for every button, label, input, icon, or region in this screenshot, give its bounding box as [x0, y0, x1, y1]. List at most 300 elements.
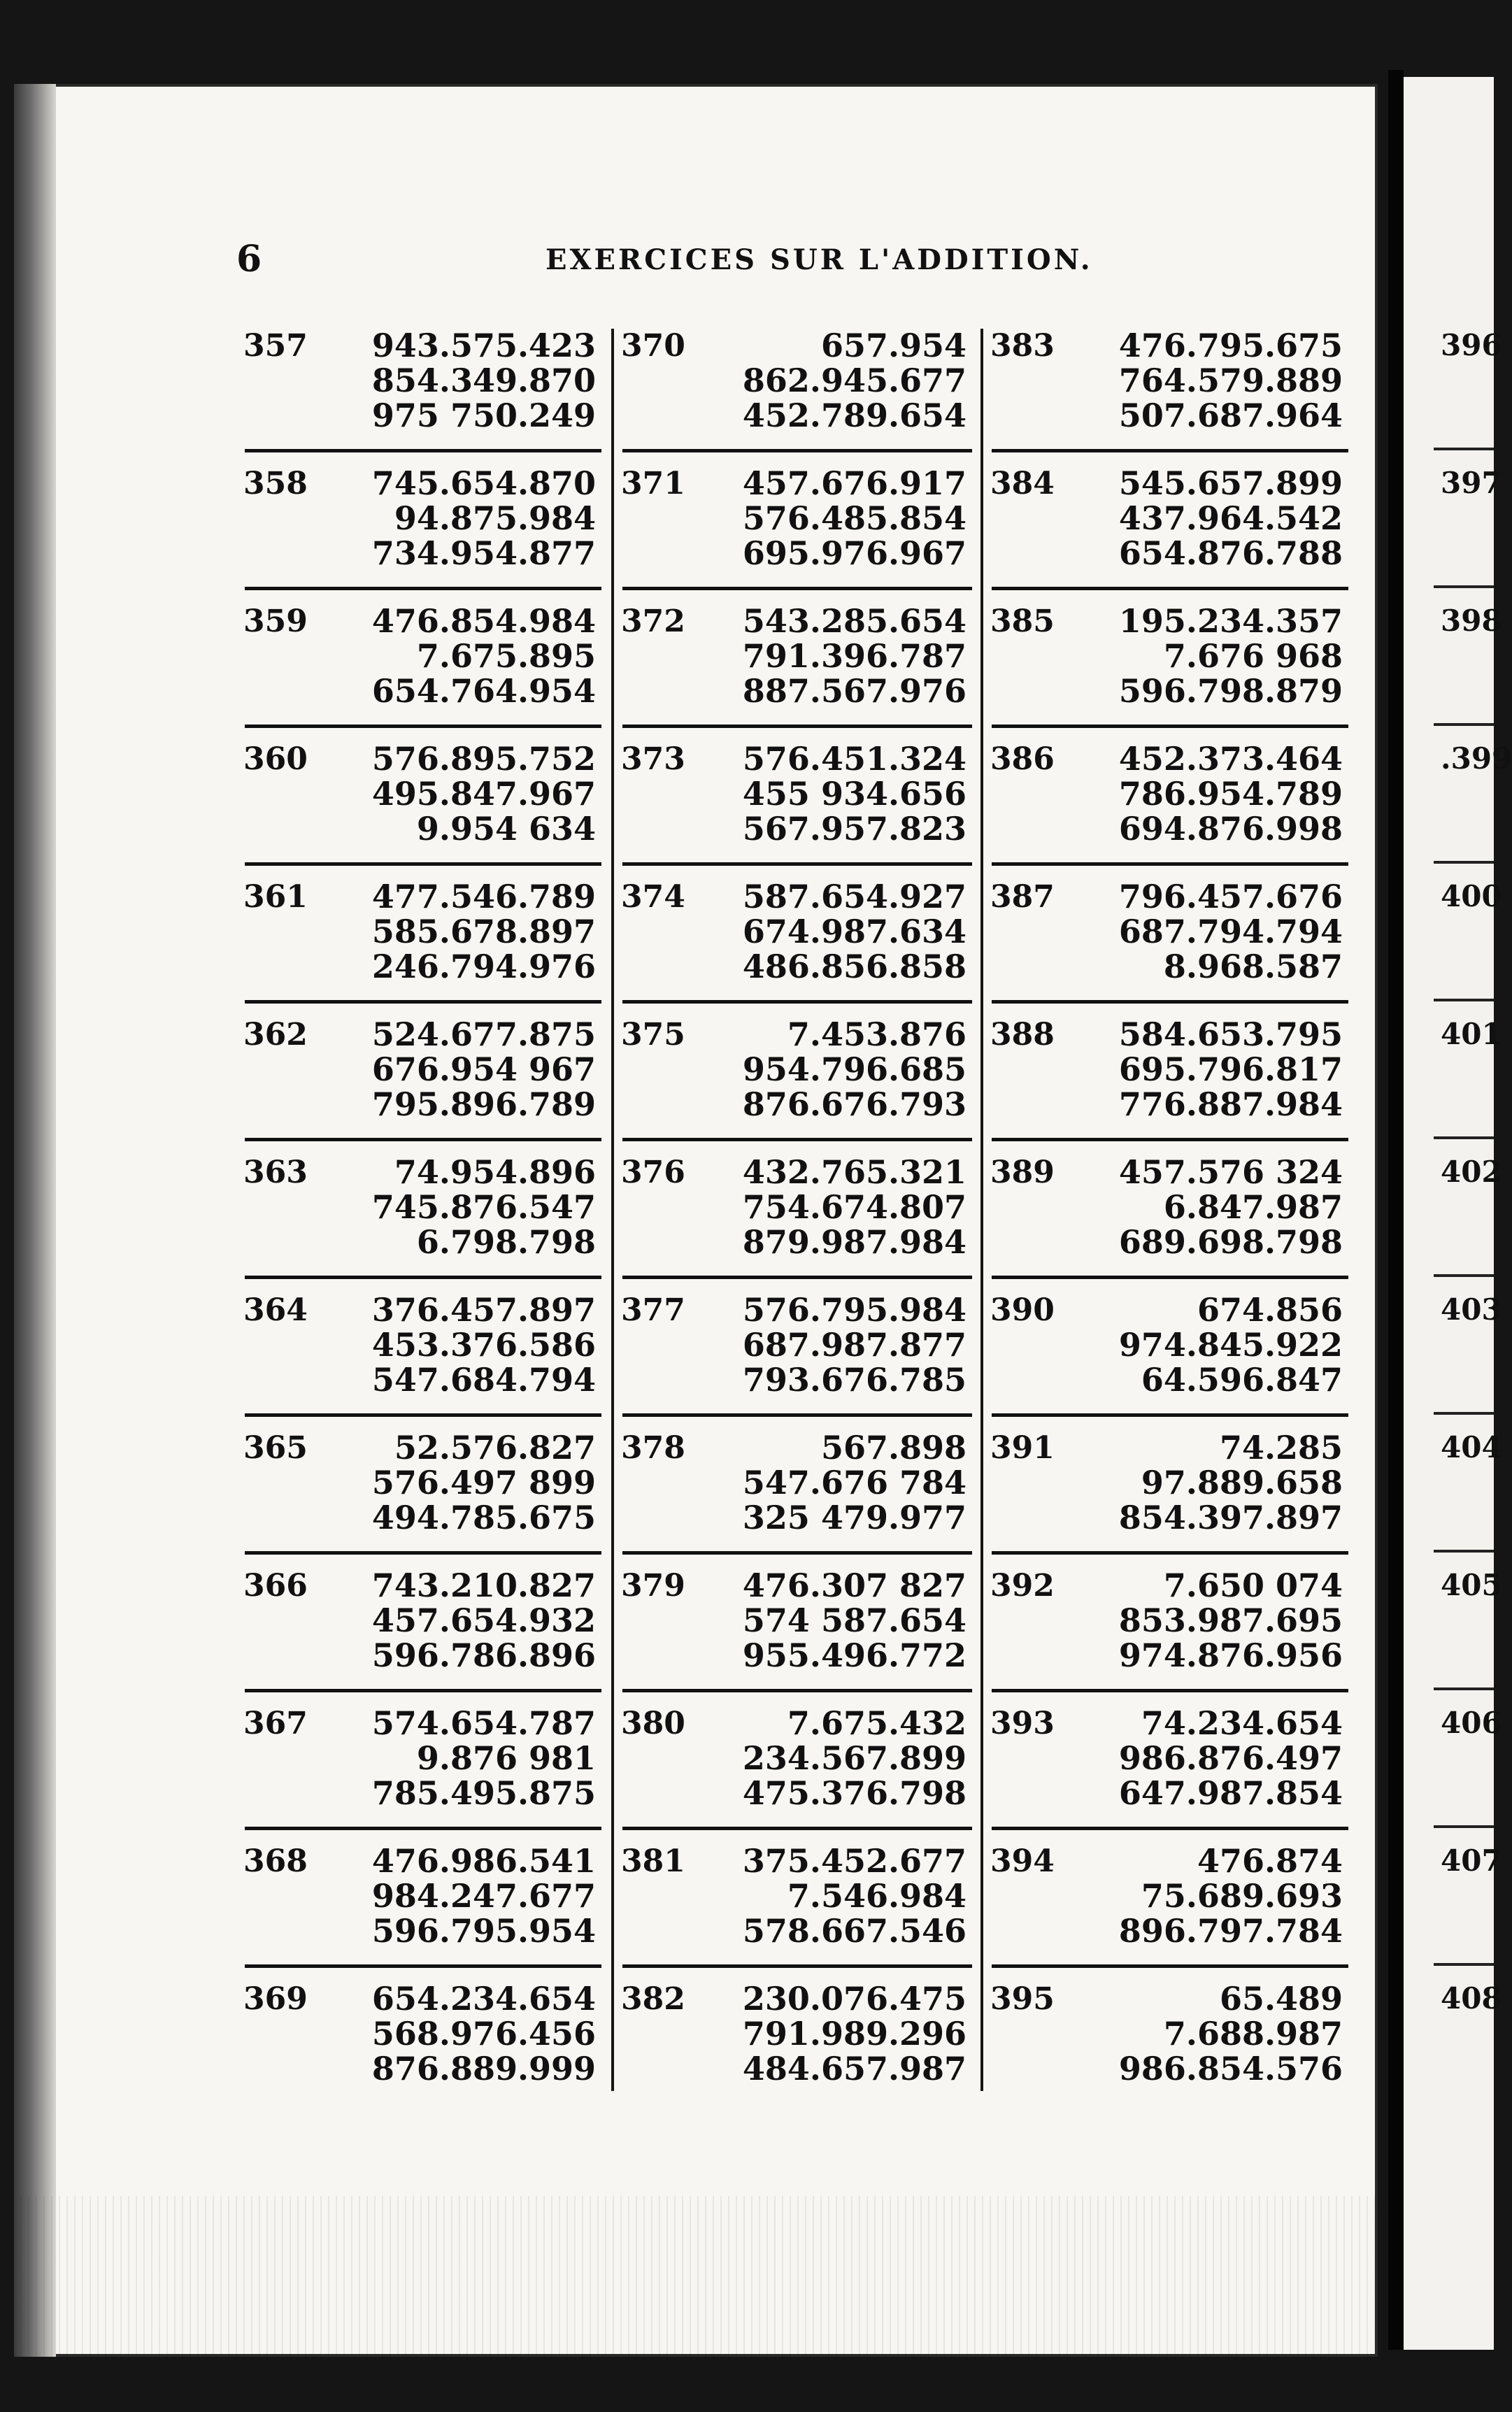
page-fold — [1388, 70, 1404, 2350]
addend-value: 576.795.984 — [742, 1291, 967, 1329]
sum-rule — [622, 449, 972, 452]
exercise-item — [238, 1145, 608, 1282]
addend-value: 596.795.954 — [371, 1912, 596, 1950]
exercise-number: 379 — [621, 1568, 685, 1604]
addend-list — [743, 328, 967, 433]
sum-rule — [245, 1827, 601, 1830]
addend-value: 791.989.296 — [742, 2015, 967, 2053]
sum-rule — [622, 1276, 972, 1279]
sum-rule — [992, 1964, 1348, 1968]
addend-value: 7.675.432 — [787, 1704, 967, 1742]
addend-list — [372, 1981, 596, 2086]
exercise-item — [615, 1971, 979, 2108]
addend-value: 954.796.685 — [742, 1050, 967, 1088]
sum-rule — [622, 1964, 972, 1968]
exercise-number: 365 — [243, 1430, 308, 1466]
addend-list — [372, 1706, 596, 1811]
exercise-item — [238, 1283, 608, 1420]
addend-value: 862.945.677 — [742, 362, 967, 399]
sum-rule — [992, 1827, 1348, 1830]
addend-value: 887.567.976 — [742, 672, 967, 710]
sum-rule — [245, 1964, 601, 1968]
next-page-rule — [1434, 1687, 1494, 1690]
next-page-rule — [1434, 723, 1494, 726]
sum-rule — [245, 725, 601, 728]
next-page-exercise-number: 405 — [1441, 1568, 1502, 1602]
exercise-number: 380 — [621, 1706, 685, 1741]
sum-rule — [622, 587, 972, 590]
next-page-exercise-number: 404 — [1441, 1430, 1502, 1464]
addend-value: 986.854.576 — [1118, 2050, 1343, 2088]
sum-rule — [245, 587, 601, 590]
exercise-item — [238, 1971, 608, 2108]
exercise-item — [615, 1696, 979, 1833]
addend-list — [372, 1430, 596, 1535]
exercise-number: 371 — [621, 466, 685, 501]
addend-value: 687.794.794 — [1118, 913, 1343, 950]
exercise-item — [985, 1283, 1355, 1420]
exercise-number: 370 — [621, 328, 685, 364]
exercise-item — [238, 456, 608, 593]
exercise-item — [615, 869, 979, 1006]
addend-list — [743, 1981, 967, 2086]
addend-value: 796.457.676 — [1118, 878, 1343, 915]
addend-value: 745.654.870 — [371, 464, 596, 502]
addend-value: 854.349.870 — [371, 362, 596, 399]
exercise-number: 393 — [990, 1706, 1055, 1741]
next-page-rule — [1434, 1412, 1494, 1415]
sum-rule — [992, 587, 1348, 590]
addend-value: 543.285.654 — [742, 602, 967, 640]
addend-value: 585.678.897 — [371, 913, 596, 950]
sum-rule — [622, 1827, 972, 1830]
sum-rule — [992, 449, 1348, 452]
addend-value: 853.987.695 — [1118, 1601, 1343, 1639]
addend-list — [1119, 1843, 1343, 1948]
next-page-rule — [1434, 1963, 1494, 1966]
addend-list — [743, 879, 967, 984]
addend-value: 695.976.967 — [742, 534, 967, 572]
addend-value: 9.954 634 — [416, 810, 596, 848]
addend-value: 547.684.794 — [371, 1361, 596, 1399]
column-divider — [980, 329, 983, 2091]
addend-list — [1119, 1155, 1343, 1259]
exercise-number: 390 — [990, 1292, 1055, 1328]
sum-rule — [245, 862, 601, 866]
addend-value: 97.889.658 — [1141, 1464, 1343, 1501]
exercise-number: 394 — [990, 1843, 1055, 1879]
exercise-number: 358 — [243, 466, 308, 501]
addend-value: 452.789.654 — [742, 397, 967, 434]
addend-value: 943.575.423 — [371, 327, 596, 364]
addend-value: 734.954.877 — [371, 534, 596, 572]
addend-value: 325 479.977 — [742, 1499, 967, 1536]
exercise-number: 360 — [243, 741, 308, 777]
next-page-exercise-number: 400 — [1441, 879, 1502, 913]
addend-value: 876.889.999 — [371, 2050, 596, 2088]
addend-value: 567.898 — [820, 1429, 967, 1467]
next-page-rule — [1434, 999, 1494, 1001]
exercise-item — [985, 1834, 1355, 1971]
next-page-exercise-number: 397 — [1441, 466, 1502, 500]
addend-list — [1119, 1017, 1343, 1122]
addend-value: 7.676 968 — [1163, 637, 1343, 675]
exercise-number: 383 — [990, 328, 1055, 364]
addend-value: 495.847.967 — [371, 775, 596, 813]
addend-value: 647.987.854 — [1118, 1774, 1343, 1812]
addend-list — [372, 741, 596, 846]
addend-list — [372, 1017, 596, 1122]
sum-rule — [245, 1138, 601, 1141]
sum-rule — [992, 1413, 1348, 1417]
addend-value: 507.687.964 — [1118, 397, 1343, 434]
exercise-number: 392 — [990, 1568, 1055, 1604]
addend-value: 654.876.788 — [1118, 534, 1343, 572]
exercise-number: 368 — [243, 1843, 308, 1879]
sum-rule — [622, 1689, 972, 1692]
exercise-item — [985, 1971, 1355, 2108]
addend-value: 6.798.798 — [416, 1223, 596, 1261]
next-page-rule — [1434, 1274, 1494, 1277]
next-page-rule — [1434, 585, 1494, 588]
addend-value: 476.854.984 — [371, 602, 596, 640]
next-page-exercise-number: 398 — [1441, 604, 1502, 638]
addend-value: 955.496.772 — [742, 1636, 967, 1674]
addend-value: 376.457.897 — [371, 1291, 596, 1329]
exercise-number: 373 — [621, 741, 685, 777]
addend-value: 195.234.357 — [1118, 602, 1343, 640]
exercise-item — [985, 869, 1355, 1006]
page-number: 6 — [236, 238, 262, 280]
sum-rule — [992, 1276, 1348, 1279]
addend-list — [372, 879, 596, 984]
exercise-item — [985, 1696, 1355, 1833]
addend-value: 486.856.858 — [742, 948, 967, 985]
addend-list — [372, 1568, 596, 1673]
exercise-number: 363 — [243, 1155, 308, 1190]
running-head: EXERCICES SUR L'ADDITION. — [545, 243, 1093, 276]
sum-rule — [992, 725, 1348, 728]
addend-value: 657.954 — [820, 327, 967, 364]
sum-rule — [245, 1689, 601, 1692]
exercise-item — [238, 318, 608, 455]
next-page-rule — [1434, 861, 1494, 864]
addend-value: 674.856 — [1197, 1291, 1343, 1329]
exercise-number: 374 — [621, 879, 685, 915]
exercise-item — [985, 594, 1355, 731]
exercise-number: 386 — [990, 741, 1055, 777]
next-page-exercise-number: .399 — [1441, 741, 1512, 776]
exercise-item — [615, 1558, 979, 1695]
exercise-number: 385 — [990, 604, 1055, 639]
addend-value: 64.596.847 — [1141, 1361, 1343, 1399]
exercise-item — [985, 1558, 1355, 1695]
sum-rule — [992, 1551, 1348, 1555]
addend-value: 476.986.541 — [371, 1842, 596, 1880]
exercise-column-3 — [985, 318, 1355, 2108]
addend-value: 494.785.675 — [371, 1499, 596, 1536]
sum-rule — [622, 1000, 972, 1004]
addend-value: 793.676.785 — [742, 1361, 967, 1399]
exercise-number: 389 — [990, 1155, 1055, 1190]
addend-list — [743, 1568, 967, 1673]
addend-list — [743, 466, 967, 571]
addend-value: 246.794.976 — [371, 948, 596, 985]
exercise-number: 364 — [243, 1292, 308, 1328]
exercise-item — [615, 318, 979, 455]
addend-list — [743, 741, 967, 846]
sum-rule — [992, 1000, 1348, 1004]
addend-value: 7.453.876 — [787, 1015, 967, 1053]
exercise-number: 391 — [990, 1430, 1055, 1466]
addend-value: 689.698.798 — [1118, 1223, 1343, 1261]
addend-value: 453.376.586 — [371, 1326, 596, 1364]
addend-value: 7.546.984 — [787, 1877, 967, 1915]
addend-value: 75.689.693 — [1141, 1877, 1343, 1915]
addend-list — [372, 1292, 596, 1397]
addend-value: 7.688.987 — [1163, 2015, 1343, 2053]
addend-value: 578.667.546 — [742, 1912, 967, 1950]
next-page-exercise-number: 402 — [1441, 1155, 1502, 1189]
next-page-rule — [1434, 1550, 1494, 1553]
next-page-exercise-number: 406 — [1441, 1706, 1502, 1740]
next-page-rule — [1434, 448, 1494, 450]
addend-value: 74.285 — [1219, 1429, 1343, 1467]
exercise-item — [238, 594, 608, 731]
addend-value: 476.795.675 — [1118, 327, 1343, 364]
exercise-item — [615, 456, 979, 593]
addend-value: 743.210.827 — [371, 1567, 596, 1604]
addend-value: 587.654.927 — [742, 878, 967, 915]
addend-value: 545.657.899 — [1118, 464, 1343, 502]
sum-rule — [992, 1138, 1348, 1141]
addend-value: 94.875.984 — [394, 499, 596, 537]
addend-value: 984.247.677 — [371, 1877, 596, 1915]
addend-value: 654.234.654 — [371, 1980, 596, 2018]
sum-rule — [245, 1551, 601, 1555]
sum-rule — [992, 1689, 1348, 1692]
exercise-item — [238, 732, 608, 869]
addend-value: 476.307 827 — [742, 1567, 967, 1604]
addend-value: 776.887.984 — [1118, 1085, 1343, 1123]
exercise-item — [238, 1007, 608, 1144]
addend-value: 896.797.784 — [1118, 1912, 1343, 1950]
addend-value: 584.653.795 — [1118, 1015, 1343, 1053]
exercise-item — [238, 1420, 608, 1557]
addend-list — [372, 1843, 596, 1948]
addend-value: 674.987.634 — [742, 913, 967, 950]
addend-value: 457.576 324 — [1118, 1153, 1343, 1191]
sum-rule — [622, 862, 972, 866]
addend-value: 974.845.922 — [1118, 1326, 1343, 1364]
exercise-number: 366 — [243, 1568, 308, 1604]
exercise-column-1 — [238, 318, 608, 2108]
addend-list — [1119, 1568, 1343, 1673]
exercise-item — [985, 1420, 1355, 1557]
exercise-number: 376 — [621, 1155, 685, 1190]
addend-value: 230.076.475 — [742, 1980, 967, 2018]
next-page-exercise-number: 401 — [1441, 1017, 1502, 1051]
exercise-item — [238, 1558, 608, 1695]
exercise-item — [615, 732, 979, 869]
addend-list — [1119, 1292, 1343, 1397]
addend-value: 524.677.875 — [371, 1015, 596, 1053]
exercise-number: 387 — [990, 879, 1055, 915]
addend-value: 457.654.932 — [371, 1601, 596, 1639]
addend-value: 452.373.464 — [1118, 740, 1343, 778]
exercise-number: 369 — [243, 1981, 308, 2017]
sum-rule — [622, 725, 972, 728]
addend-value: 795.896.789 — [371, 1085, 596, 1123]
addend-value: 576.485.854 — [742, 499, 967, 537]
next-page-rule — [1434, 1825, 1494, 1828]
addend-list — [1119, 328, 1343, 433]
exercise-item — [985, 732, 1355, 869]
addend-value: 574.654.787 — [371, 1704, 596, 1742]
addend-value: 654.764.954 — [371, 672, 596, 710]
exercise-item — [615, 594, 979, 731]
addend-list — [743, 1155, 967, 1259]
addend-value: 484.657.987 — [742, 2050, 967, 2088]
exercise-number: 367 — [243, 1706, 308, 1741]
addend-value: 754.674.807 — [742, 1188, 967, 1226]
addend-value: 879.987.984 — [742, 1223, 967, 1261]
addend-list — [1119, 1430, 1343, 1535]
addend-value: 986.876.497 — [1118, 1739, 1343, 1777]
exercise-item — [985, 456, 1355, 593]
addend-list — [743, 1430, 967, 1535]
addend-value: 234.567.899 — [742, 1739, 967, 1777]
next-page-exercise-number: 403 — [1441, 1292, 1502, 1327]
addend-value: 74.954.896 — [394, 1153, 596, 1191]
next-page-rule — [1434, 1136, 1494, 1139]
column-divider — [611, 329, 614, 2091]
addend-value: 547.676 784 — [742, 1464, 967, 1501]
exercise-item — [615, 1834, 979, 1971]
addend-value: 568.976.456 — [371, 2015, 596, 2053]
addend-value: 457.676.917 — [742, 464, 967, 502]
exercise-column-2 — [615, 318, 979, 2108]
sum-rule — [622, 1413, 972, 1417]
addend-value: 8.968.587 — [1163, 948, 1343, 985]
exercise-item — [615, 1145, 979, 1282]
addend-value: 567.957.823 — [742, 810, 967, 848]
exercise-number: 395 — [990, 1981, 1055, 2017]
exercise-item — [985, 318, 1355, 455]
addend-value: 476.874 — [1197, 1842, 1343, 1880]
addend-list — [1119, 1706, 1343, 1811]
addend-value: 974.876.956 — [1118, 1636, 1343, 1674]
addend-value: 596.786.896 — [371, 1636, 596, 1674]
addend-value: 7.675.895 — [416, 637, 596, 675]
addend-value: 596.798.879 — [1118, 672, 1343, 710]
sum-rule — [622, 1551, 972, 1555]
exercise-item — [985, 1007, 1355, 1144]
addend-value: 854.397.897 — [1118, 1499, 1343, 1536]
addend-list — [743, 1017, 967, 1122]
addend-value: 576.451.324 — [742, 740, 967, 778]
exercise-number: 378 — [621, 1430, 685, 1466]
addend-value: 7.650 074 — [1163, 1567, 1343, 1604]
addend-value: 975 750.249 — [371, 397, 596, 434]
addend-value: 74.234.654 — [1141, 1704, 1343, 1742]
sum-rule — [245, 1000, 601, 1004]
addend-list — [1119, 466, 1343, 571]
addend-value: 576.497 899 — [371, 1464, 596, 1501]
exercise-item — [615, 1283, 979, 1420]
exercise-item — [985, 1145, 1355, 1282]
next-page-exercise-number: 396 — [1441, 328, 1502, 362]
addend-value: 455 934.656 — [742, 775, 967, 813]
addend-list — [1119, 741, 1343, 846]
exercise-number: 384 — [990, 466, 1055, 501]
exercise-number: 362 — [243, 1017, 308, 1052]
addend-value: 6.847.987 — [1163, 1188, 1343, 1226]
exercise-number: 359 — [243, 604, 308, 639]
sum-rule — [992, 862, 1348, 866]
exercise-number: 357 — [243, 328, 308, 364]
sum-rule — [245, 1413, 601, 1417]
sum-rule — [245, 449, 601, 452]
exercise-number: 381 — [621, 1843, 685, 1879]
exercise-item — [615, 1420, 979, 1557]
addend-list — [1119, 879, 1343, 984]
sum-rule — [245, 1276, 601, 1279]
addend-list — [743, 604, 967, 708]
addend-list — [372, 604, 596, 708]
addend-value: 745.876.547 — [371, 1188, 596, 1226]
addend-value: 676.954 967 — [371, 1050, 596, 1088]
addend-value: 764.579.889 — [1118, 362, 1343, 399]
addend-value: 876.676.793 — [742, 1085, 967, 1123]
addend-value: 475.376.798 — [742, 1774, 967, 1812]
addend-value: 695.796.817 — [1118, 1050, 1343, 1088]
addend-value: 785.495.875 — [371, 1774, 596, 1812]
addend-value: 687.987.877 — [742, 1326, 967, 1364]
addend-value: 432.765.321 — [742, 1153, 967, 1191]
exercise-item — [238, 869, 608, 1006]
addend-list — [1119, 1981, 1343, 2086]
addend-list — [743, 1843, 967, 1948]
exercise-item — [238, 1696, 608, 1833]
print-noise — [14, 2196, 1378, 2364]
addend-value: 576.895.752 — [371, 740, 596, 778]
addend-value: 574 587.654 — [742, 1601, 967, 1639]
addend-list — [743, 1292, 967, 1397]
addend-list — [1119, 604, 1343, 708]
addend-value: 65.489 — [1219, 1980, 1343, 2018]
next-page-exercise-number: 408 — [1441, 1981, 1502, 2015]
exercise-item — [615, 1007, 979, 1144]
addend-list — [743, 1706, 967, 1811]
exercise-number: 388 — [990, 1017, 1055, 1052]
exercise-item — [238, 1834, 608, 1971]
addend-value: 477.546.789 — [371, 878, 596, 915]
exercise-number: 375 — [621, 1017, 685, 1052]
addend-value: 786.954.789 — [1118, 775, 1343, 813]
addend-list — [372, 1155, 596, 1259]
exercise-number: 382 — [621, 1981, 685, 2017]
addend-value: 52.576.827 — [394, 1429, 596, 1467]
addend-list — [372, 466, 596, 571]
exercise-number: 377 — [621, 1292, 685, 1328]
page-gutter-shadow — [14, 84, 56, 2357]
sum-rule — [622, 1138, 972, 1141]
next-page-exercise-number: 407 — [1441, 1843, 1502, 1878]
exercise-number: 361 — [243, 879, 308, 915]
addend-value: 437.964.542 — [1118, 499, 1343, 537]
addend-value: 694.876.998 — [1118, 810, 1343, 848]
